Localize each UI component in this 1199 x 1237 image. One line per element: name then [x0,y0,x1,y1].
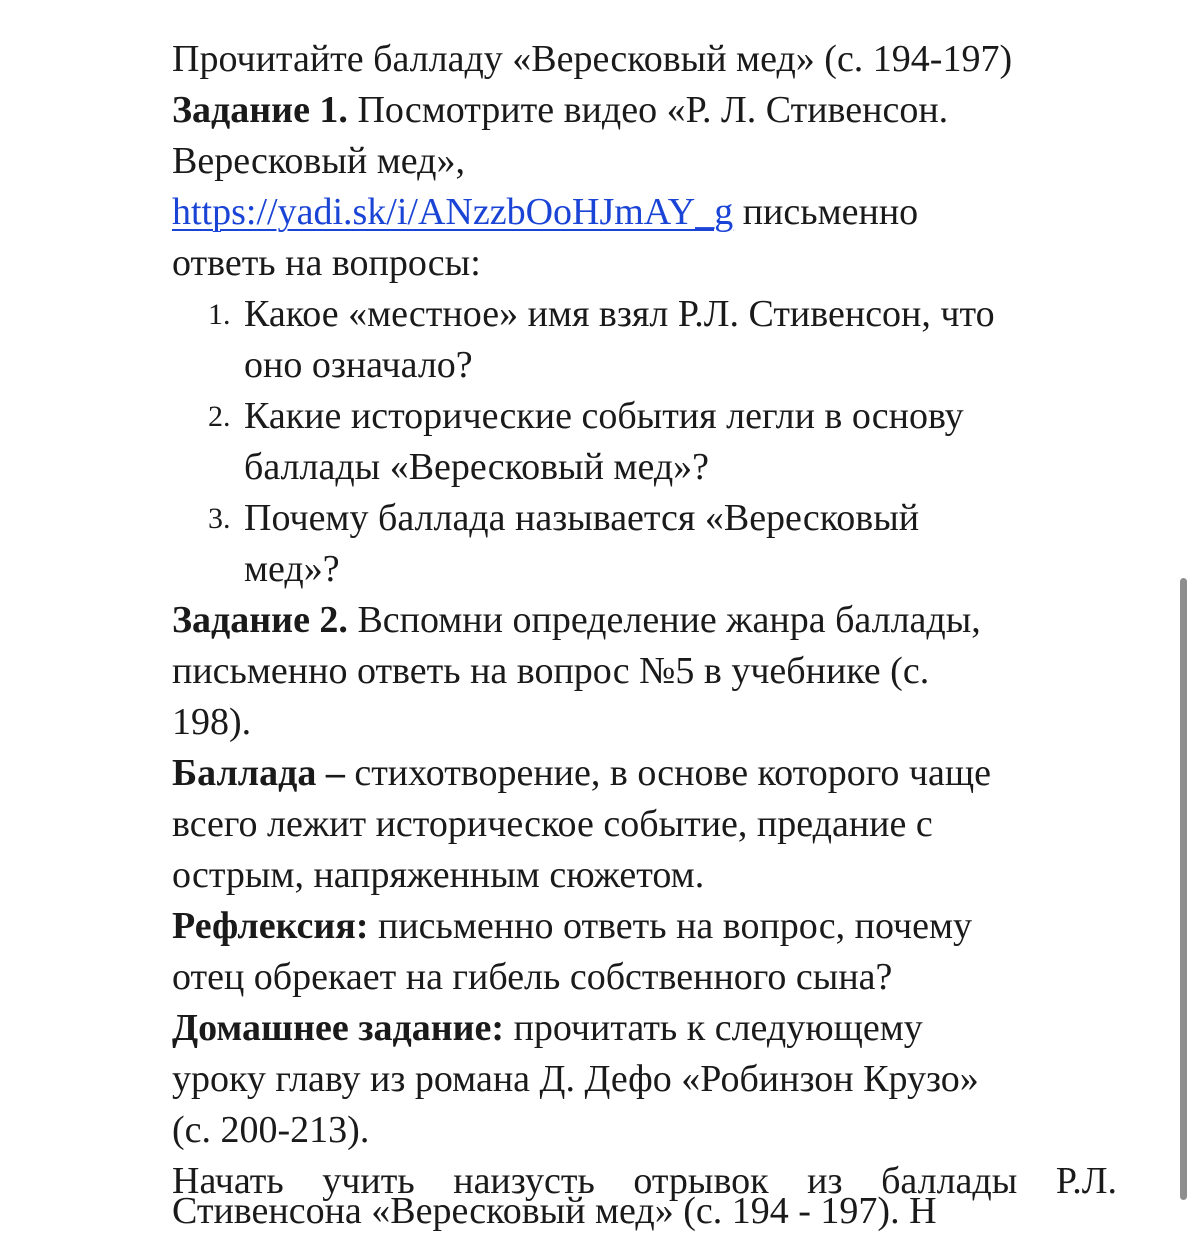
task2-paragraph [172,595,1117,646]
list-item-line2: мед»? [244,548,340,590]
reflection-line1: письменно ответь на вопрос, почему [368,905,972,947]
homework-line1: прочитать к следующему [504,1007,923,1049]
homework-line3: (с. 200-213). [172,1109,370,1151]
list-item-line1: Почему баллада называется «Вересковый [244,497,920,539]
reflection-paragraph [172,901,1117,952]
task1-link-line [172,187,1117,238]
definition-term: Баллада – [172,752,345,794]
definition-line3: острым, напряженным сюжетом. [172,854,705,896]
list-item-line1: Какое «местное» имя взял Р.Л. Стивенсон, что [244,293,995,335]
definition-paragraph [172,748,1117,799]
task2-line1: Вспомни определение жанра баллады, [347,599,981,641]
definition-line1: стихотворение, в основе которого чаще [344,752,991,794]
last-paragraph-line2: Стивенсона «Вересковый мед» (с. 194 - 197). Н [172,1190,937,1232]
reflection-line2: отец обрекает на гибель собственного сына? [172,956,893,998]
document-body [172,34,1117,1208]
list-number: 1. [208,298,231,331]
list-item [172,289,1117,391]
task2-line2: письменно ответь на вопрос №5 в учебнике (с. [172,650,930,692]
cut-off-line [172,1186,1117,1232]
task1-text-line4: ответь на вопросы: [172,242,481,284]
homework-label: Домашнее задание: [172,1007,505,1049]
homework-paragraph [172,1003,1117,1054]
task1-paragraph [172,85,1117,136]
questions-list [172,289,1117,595]
definition-line2: всего лежит историческое событие, предание с [172,803,933,845]
task1-text-line2: Вересковый мед», [172,140,465,182]
task1-label: Задание 1. [172,89,348,131]
list-number: 3. [208,502,231,535]
task1-text-line1: Посмотрите видео «Р. Л. Стивенсон. [347,89,949,131]
list-item-line1: Какие исторические события легли в основу [244,395,964,437]
task2-label: Задание 2. [172,599,348,641]
list-item [172,493,1117,595]
list-item-line2: оно означало? [244,344,473,386]
homework-line2: уроку главу из романа Д. Дефо «Робинзон Крузо» [172,1058,979,1100]
scrollbar[interactable] [1180,578,1187,1200]
video-link[interactable]: https://yadi.sk/i/ANzzbOoHJmAY_g [172,191,734,233]
task2-line3: 198). [172,701,252,743]
last-paragraph-line1: Начать учить наизусть отрывок из баллады Р.Л. [172,1160,1117,1202]
list-item [172,391,1117,493]
reflection-label: Рефлексия: [172,905,369,947]
task1-after-link: письменно [733,191,919,233]
intro-line: Прочитайте балладу «Вересковый мед» (с. 194-197) [172,38,1013,80]
list-number: 2. [208,400,231,433]
list-item-line2: баллады «Вересковый мед»? [244,446,710,488]
